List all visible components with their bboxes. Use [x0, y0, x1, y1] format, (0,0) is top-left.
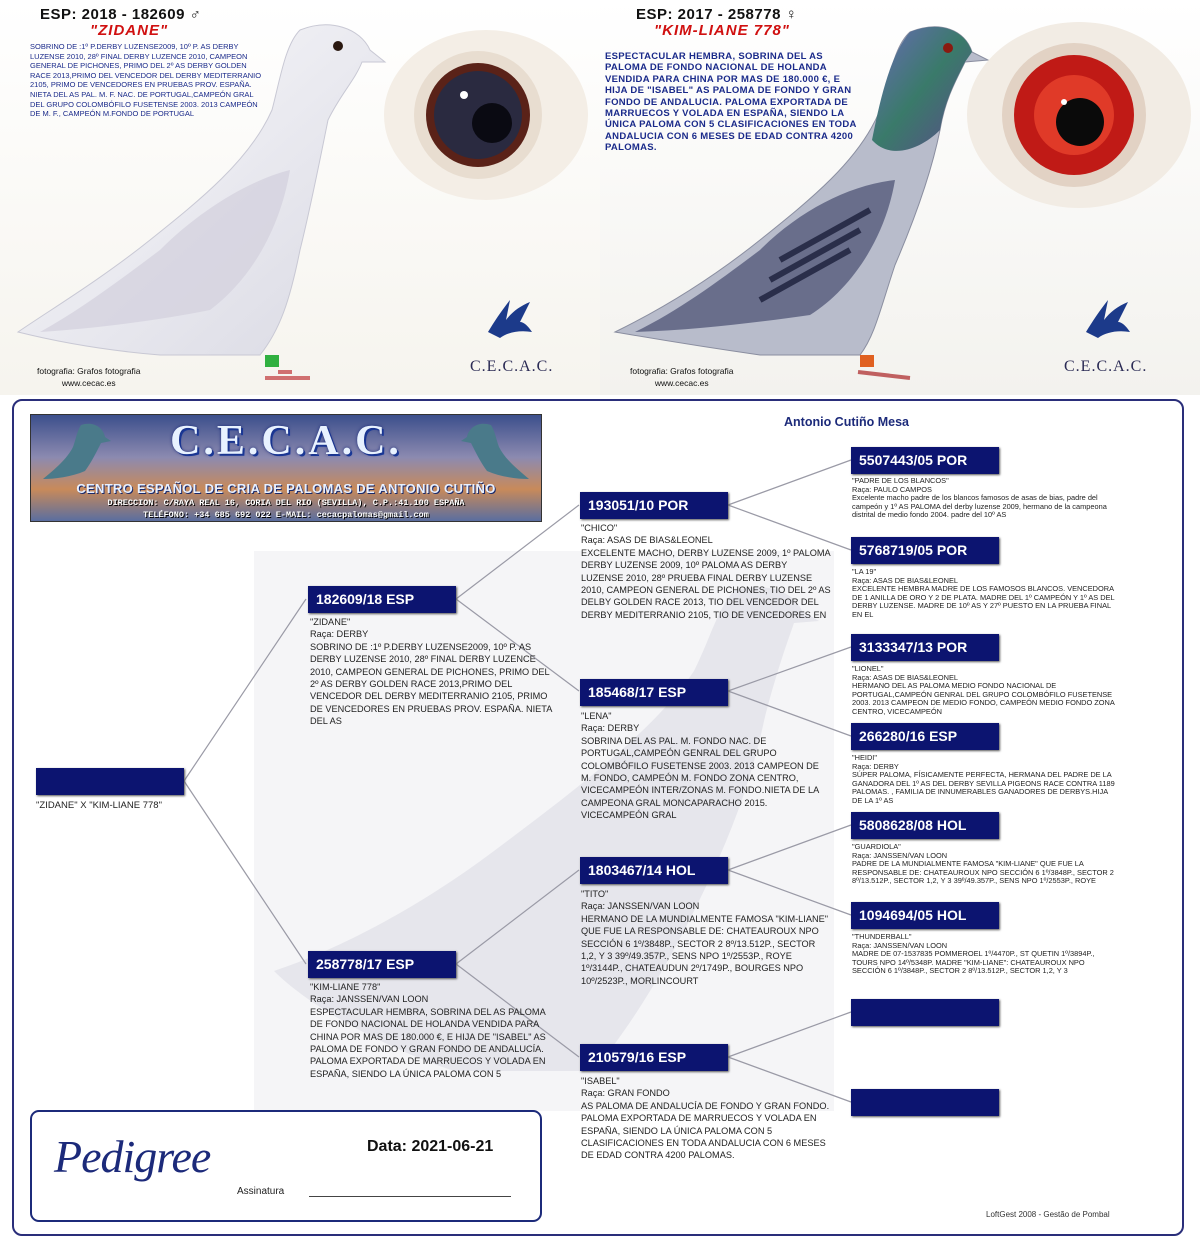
logo-title: C.E.C.A.C. [170, 418, 402, 464]
website-text: www.cecac.es [61, 378, 116, 388]
sdd-ring-box[interactable]: 266280/16 ESP [851, 723, 999, 750]
dsd-race: Raça: JANSSEN/VAN LOON [852, 940, 948, 950]
photo-credit-text: fotografia: Grafos fotografia [630, 366, 734, 376]
ds-ring-box[interactable]: 1803467/14 HOL [580, 857, 728, 884]
ss-description: EXCELENTE MACHO, DERBY LUZENSE 2009, 1º PALOMA DERBY LUZENSE 2009, 10º PALOMA AS DERBY LUZENSE 2010, 28º PRUEBA FINAL DERBY LUZENSE 2010, CAMPEON GENERAL DE PICHONES, TIO DEL 2º AS DELBY GOLDEN RACE 2013, TIO DEL VENCEDOR DEL DERBY MEDITERRANIO 2105, TIO DE VENCEDORES EN [581, 547, 831, 620]
signature-line [309, 1196, 511, 1197]
sds-info [852, 665, 1118, 725]
dss-description: PADRE DE LA MUNDIALMENTE FAMOSA "KIM-LIANE" QUE FUE LA RESPONSABLE DE: CHATEAUROUX NPO SECCIÓN 6 1º/3848P., SECTOR 2 8º/13.512P., SECTOR 1,2, Y 3 39º/49.357P., SENS NPO 1º/2553P., ROYE [852, 859, 1114, 886]
cecac-dove-logo-right [1078, 292, 1138, 342]
ds-name: "TITO" [581, 889, 609, 899]
sd-ring-box[interactable]: 185468/17 ESP [580, 679, 728, 706]
logo-address: DIRECCION: C/RAYA REAL 16, CORIA DEL RIO (SEVILLA), C.P.:41.100 ESPAÑA [107, 498, 465, 508]
subject-ring-box[interactable] [36, 768, 184, 795]
sss-info [852, 477, 1118, 537]
sire-name: "ZIDANE" [310, 617, 351, 627]
pedigree-date: Data: 2021-06-21 [367, 1138, 494, 1155]
subject-cross-label: "ZIDANE" X "KIM-LIANE 778" [36, 800, 162, 811]
ssd-info [852, 568, 1118, 628]
ssd-race: Raça: ASAS DE BIAS&LEONEL [852, 575, 958, 585]
sdd-info [852, 754, 1118, 814]
dsd-name: "THUNDERBALL" [852, 933, 912, 941]
sd-race: Raça: DERBY [581, 723, 640, 734]
dd-name: "ISABEL" [581, 1076, 620, 1086]
dss-race: Raça: JANSSEN/VAN LOON [852, 850, 948, 860]
ss-race: Raça: ASAS DE BIAS&LEONEL [581, 535, 713, 546]
sdd-description: SÚPER PALOMA, FÍSICAMENTE PERFECTA, HERMANA DEL PADRE DE LA GANADORA DEL 1º AS DEL DERBY SEVILLA PIGEONS RACE CONTRA 1189 PALOMAS. , FAMILIA DE INNUMERABLES GANADORES DE DERBYS.HIJA DE LA 1º AS [852, 770, 1115, 805]
dam-info [310, 981, 556, 1103]
sss-description: Excelente macho padre de los blancos famosos de asas de bias, padre del campeón y 1º AS PALOMA del derby luzense 2009, hermano de la campeona distrital de medio fondo 2004. padre del 10º AS [852, 493, 1107, 520]
dsd-description: MADRE DE 07-1537835 POMMEROEL 1º/4470P., ST QUETIN 1º/3894P., TOURS NPO 14º/5348P. MADRE "KIM-LIANE": CHATEAUROUX NPO SECCIÓN 6 1º/3848P., SECTOR 2 8º/13.512P., SECTOR 1,2, Y 3 [852, 949, 1095, 976]
sire-info [310, 616, 556, 738]
sd-description: SOBRINA DEL AS PAL. M. FONDO NAC. DE PORTUGAL,CAMPEÓN GENRAL DEL GRUPO COLOMBÓFILO FUSETENSE 2003. 2013 CAMPEON DE M. FONDO, CAMPEÓN M. FONDO ZONA CENTRO, VICECAMPEÓN INTER/ZONAS M. FONDO.NIETA DE LA CAMPEONA GRAL MONCAPARACHO 2015. VICECAMPEÓN GRAL [581, 735, 819, 821]
sss-ring-box[interactable]: 5507443/05 POR [851, 447, 999, 474]
hen-ring-id: ESP: 2017 - 258778 ♀ [636, 6, 798, 23]
dam-race: Raça: JANSSEN/VAN LOON [310, 994, 429, 1005]
dam-ring-box[interactable]: 258778/17 ESP [308, 951, 456, 978]
sdd-name: "HEIDI" [852, 754, 877, 762]
cock-ring-id: ESP: 2018 - 182609 ♂ [40, 6, 202, 23]
photo-credit-text: fotografia: Grafos fotografia [37, 366, 141, 376]
pedigree-title: Pedigree [54, 1131, 211, 1182]
sire-ring-box[interactable]: 182609/18 ESP [308, 586, 456, 613]
sdd-race: Raça: DERBY [852, 761, 899, 771]
cock-photo-credit [37, 365, 140, 389]
sd-name: "LENA" [581, 711, 612, 721]
cock-name: "ZIDANE" [90, 22, 169, 39]
hen-panel [600, 0, 1200, 395]
ssd-ring-box[interactable]: 5768719/05 POR [851, 537, 999, 564]
cock-brand: C.E.C.A.C. [470, 358, 554, 375]
hen-name: "KIM-LIANE 778" [654, 22, 790, 39]
software-credit: LoftGest 2008 - Gestão de Pombal [986, 1210, 1110, 1219]
sss-race: Raça: PAULO CAMPOS [852, 484, 932, 494]
dss-info [852, 843, 1118, 903]
sd-info [581, 710, 831, 834]
dam-description: ESPECTACULAR HEMBRA, SOBRINA DEL AS PALOMA DE FONDO NACIONAL DE HOLANDA VENDIDA PARA CHINA POR MAS DE 180.000 €, E HIJA DE "ISABEL" AS PALOMA DE FONDO Y GRAN FONDO DE ANDALUCÍA. PALOMA EXPORTADA DE MARRUECOS Y VOLADA EN ESPAÑA, SIENDO LA ÚNICA PALOMA CON 5 [310, 1006, 546, 1079]
ds-description: HERMANO DE LA MUNDIALMENTE FAMOSA "KIM-LIANE" QUE FUE LA RESPONSABLE DE: CHATEAUROUX NPO SECCIÓN 6 1º/3848P., SECTOR 2 8º/13.512P., SECTOR 1,2, Y 3 39º/49.357P., SENS NPO 1º/2553P., ROYE 1º/3144P., CHATEAUDUN 2º/1749P., BOURGES NPO 10º/2523P., MORLINCOURT [581, 913, 828, 986]
blue-pigeon-eye-photo [964, 20, 1194, 210]
cecac-logo-banner [30, 414, 542, 522]
cecac-dove-logo [480, 292, 540, 342]
ssd-description: EXCELENTE HEMBRA MADRE DE LOS FAMOSOS BLANCOS. VENCEDORA DE 1 ANILLA DE ORO Y 2 DE PLATA. MADRE DEL 1º CAMPEÓN Y 1º AS DEL DERBY LUZENSE. MADRE DE 10º AS Y 27º PUESTO EN LA PRUEBA FINAL EN EL [852, 584, 1115, 619]
ss-ring-box[interactable]: 193051/10 POR [580, 492, 728, 519]
top-banner [0, 0, 1200, 395]
dss-name: "GUARDIOLA" [852, 843, 901, 851]
dd-ring-box[interactable]: 210579/16 ESP [580, 1044, 728, 1071]
logo-subtitle: CENTRO ESPAÑOL DE CRIA DE PALOMAS DE ANTONIO CUTIÑO [76, 481, 496, 496]
website-text: www.cecac.es [654, 378, 709, 388]
cock-description: SOBRINO DE :1º P.DERBY LUZENSE2009, 10º P. AS DERBY LUZENSE 2010, 28º FINAL DERBY LUZENCE 2010, CAMPEON GENERAL DE PICHONES, PRIMO DEL 2º AS DERBY GOLDEN RACE 2013,PRIMO DEL VENCEDOR DEL DERBY MEDITERRANIO 2105, PRIMO DE VENCEDORES EN PRUEBAS PROV. ESPAÑA. NIETA DEL AS PAL. M. F. NAC. DE PORTUGAL,CAMPEÓN GRAL DEL GRUPO COLOMBÓFILO FUSETENSE 2003. 2013 CAMPEÓN DE M. F., CAMPEÓN M.FONDO DE PORTUGAL [30, 42, 262, 119]
hen-photo-credit [630, 365, 733, 389]
sire-race: Raça: DERBY [310, 629, 369, 640]
cock-panel [0, 0, 600, 395]
dd-info [581, 1075, 831, 1199]
sds-name: "LIONEL" [852, 665, 884, 673]
dsd-ring-box[interactable]: 1094694/05 HOL [851, 902, 999, 929]
ddd-ring-box[interactable] [851, 1089, 999, 1116]
dam-name: "KIM-LIANE 778" [310, 982, 381, 992]
owner-name: Antonio Cutiño Mesa [784, 415, 909, 429]
pedigree-footer [30, 1110, 542, 1222]
dsd-info [852, 933, 1118, 993]
sss-name: "PADRE DE LOS BLANCOS" [852, 477, 949, 485]
white-pigeon-photo [10, 10, 390, 385]
hen-brand: C.E.C.A.C. [1064, 358, 1148, 375]
sds-ring-box[interactable]: 3133347/13 POR [851, 634, 999, 661]
white-pigeon-eye-photo [382, 28, 590, 202]
ss-info [581, 522, 831, 646]
sds-description: HERMANO DEL AS PALOMA MEDIO FONDO NACIONAL DE PORTUGAL,CAMPEÓN GENRAL DEL GRUPO COLOMBÓFILO FUSETENSE 2003. 2013 CAMPEON DE MEDIO FONDO, CAMPEÓN MEDIO FONDO ZONA CENTRO, VICECAMPEÓN [852, 681, 1115, 716]
ssd-name: "LA 19" [852, 568, 877, 576]
sire-description: SOBRINO DE :1º P.DERBY LUZENSE2009, 10º P. AS DERBY LUZENSE 2010, 28º FINAL DERBY LUZENCE 2010, CAMPEON GENERAL DE PICHONES, PRIMO DEL 2º AS DERBY GOLDEN RACE 2013,PRIMO DEL VENCEDOR DEL DERBY MEDITERRANIO 2105, PRIMO DE VENCEDORES EN PRUEBAS PROV. ESPAÑA. NIETA DEL AS [310, 641, 552, 727]
signature-label: Assinatura [237, 1186, 285, 1197]
logo-contact: TELÉFONO: +34 685 692 022 E-MAIL: cecacpalomas@gmail.com [143, 510, 429, 520]
pedigree-sheet [12, 399, 1184, 1236]
dd-race: Raça: GRAN FONDO [581, 1088, 670, 1099]
dd-description: AS PALOMA DE ANDALUCÍA DE FONDO Y GRAN FONDO. PALOMA EXPORTADA DE MARRUECOS Y VOLADA EN ESPAÑA, SIENDO LA ÚNICA PALOMA CON 5 CLASIFICACIONES EN TODA ANDALUCIA CON 6 MESES DE EDAD CONTRA 4200 PALOMAS. [581, 1100, 830, 1161]
sds-race: Raça: ASAS DE BIAS&LEONEL [852, 672, 958, 682]
dds-ring-box[interactable] [851, 999, 999, 1026]
hen-description: ESPECTACULAR HEMBRA, SOBRINA DEL AS PALOMA DE FONDO NACIONAL DE HOLANDA VENDIDA PARA CHINA POR MAS DE 180.000 €, E HIJA DE "ISABEL" AS PALOMA DE FONDO Y GRAN FONDO DE ANDALUCIA. PALOMA EXPORTADA DE MARRUECOS Y VOLADA EN ESPAÑA, SIENDO LA ÚNICA PALOMA CON 5 CLASIFICACIONES EN TODA ANDALUCIA CON 6 MESES DE EDAD CONTRA 4200 PALOMAS. [605, 51, 857, 154]
ds-race: Raça: JANSSEN/VAN LOON [581, 901, 700, 912]
ds-info [581, 888, 831, 1012]
dss-ring-box[interactable]: 5808628/08 HOL [851, 812, 999, 839]
ss-name: "CHICO" [581, 523, 618, 533]
blue-pigeon-photo [610, 10, 990, 385]
